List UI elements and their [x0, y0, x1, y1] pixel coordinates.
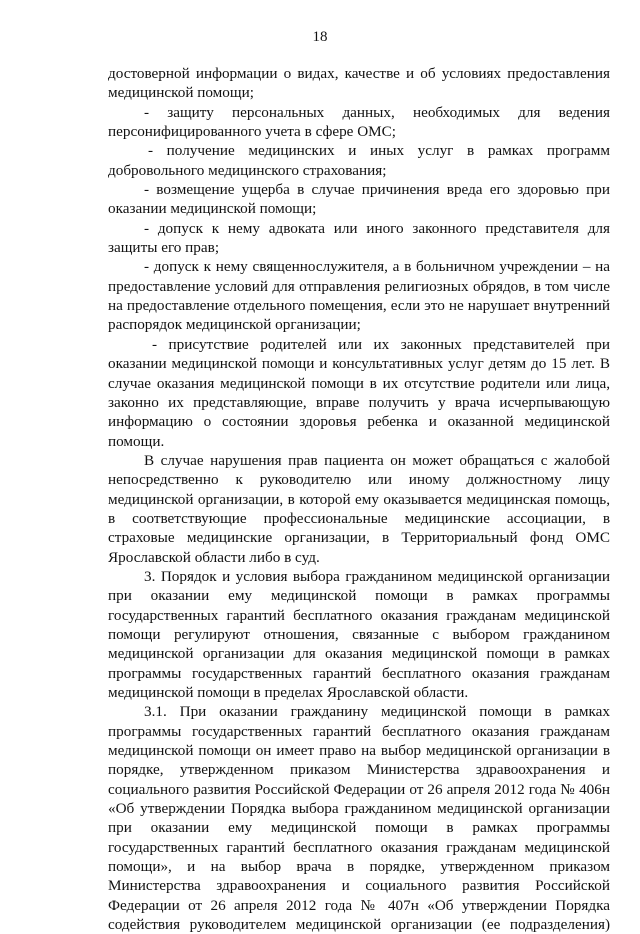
text-line: медицинской организации, в которой ему оказывается медицинская помощь,: [108, 490, 610, 508]
text-line: Министерства здравоохранения и социального развития Российской: [108, 877, 610, 895]
text-line: распорядок медицинской организации;: [108, 316, 361, 334]
text-line: - возмещение ущерба в случае причинения вреда его здоровью при: [144, 181, 610, 199]
text-line: при оказании ему медицинской помощи в рамках программы: [108, 587, 610, 605]
text-line: В случае нарушения прав пациента он может обращаться с жалобой: [144, 451, 610, 469]
text-line: добровольного медицинского страхования;: [108, 161, 387, 179]
document-body: [108, 64, 610, 934]
text-line: помощи.: [108, 432, 165, 450]
text-line: порядке, утвержденном приказом Министерства здравоохранения и: [108, 761, 610, 779]
text-line: государственных гарантий бесплатного оказания гражданам медицинской: [108, 838, 610, 856]
page-number: 18: [312, 29, 328, 45]
text-line: медицинской помощи в пределах Ярославской области.: [108, 684, 469, 701]
text-line: государственных гарантий бесплатного оказания гражданам медицинской: [108, 606, 610, 624]
text-line: предоставление условий для отправления религиозных обрядов, в том числе: [108, 277, 610, 295]
text-line: оказании медицинской помощи;: [108, 200, 317, 218]
text-line: оказании медицинской помощи и консультативных услуг детям до 15 лет. В: [108, 355, 610, 373]
text-line: на предоставление отдельного помещения, если это не нарушает внутренний: [108, 297, 610, 315]
text-line: Ярославской области либо в суд.: [108, 548, 320, 566]
text-line: законно их представляющие, вправе получить у врача исчерпывающую: [108, 393, 610, 411]
text-line: защиты его прав;: [108, 239, 220, 257]
text-line: - защиту персональных данных, необходимых для ведения: [144, 103, 610, 121]
text-line: 3. Порядок и условия выбора гражданином медицинской организации: [144, 567, 610, 585]
text-line: информацию о состоянии здоровья ребенка и оказанной медицинской: [108, 413, 610, 431]
text-line: случае оказания медицинской помощи в их отсутствие родители или лица,: [108, 374, 610, 392]
text-line: программы государственных гарантий бесплатного оказания гражданам: [108, 664, 610, 682]
text-line: содействия руководителем медицинской организации (ее подразделения): [108, 916, 610, 934]
text-line: помощи», и на выбор врача в порядке, утвержденном приказом: [108, 858, 610, 876]
text-line: в соответствующие профессиональные медицинские ассоциации, в: [108, 509, 610, 527]
text-line: достоверной информации о видах, качестве и об условиях предоставления: [108, 65, 610, 82]
text-line: - допуск к нему священнослужителя, а в больничном учреждении – на: [144, 258, 610, 276]
text-line: Федерации от 26 апреля 2012 года № 407н «Об утверждении Порядка: [108, 896, 610, 914]
text-line: программы государственных гарантий бесплатного оказания гражданам: [108, 722, 610, 740]
text-line: - допуск к нему адвоката или иного законного представителя для: [144, 219, 610, 237]
text-line: непосредственно к руководителю или иному должностному лицу: [108, 471, 610, 489]
text-line: помощи регулируют отношения, связанные с выбором гражданином: [108, 625, 610, 643]
text-line: 3.1. При оказании гражданину медицинской помощи в рамках: [144, 703, 610, 721]
text-line: медицинской помощи он имеет право на выбор медицинской организации в: [108, 742, 610, 760]
text-line: персонифицированного учета в сфере ОМС;: [108, 123, 397, 141]
text-line: медицинской помощи;: [108, 84, 254, 102]
text-line: - получение медицинских и иных услуг в рамках программ: [148, 142, 610, 160]
text-line: при оказании ему медицинской помощи в рамках программы: [108, 819, 610, 837]
text-line: страховые медицинские организации, в Территориальный фонд ОМС: [108, 529, 610, 547]
text-line: «Об утверждении Порядка выбора гражданином медицинской организации: [108, 800, 610, 818]
text-line: медицинской организации для оказания медицинской помощи в рамках: [108, 645, 610, 663]
text-line: социального развития Российской Федерации от 26 апреля 2012 года № 406н: [108, 780, 610, 798]
text-line: - присутствие родителей или их законных представителей при: [152, 335, 610, 353]
